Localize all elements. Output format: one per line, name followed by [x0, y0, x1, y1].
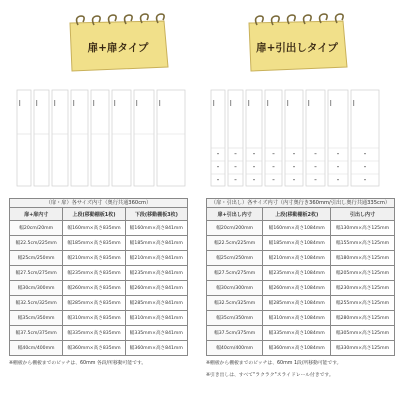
table-cell: 幅210mm×高さ841mm [125, 251, 187, 266]
table-cell: 幅185mm×高さ1084mm [263, 236, 331, 251]
column-header: 引出し内寸 [331, 208, 395, 221]
tag-title-door-drawer: 扉+引出しタイプ [256, 42, 338, 54]
footnote-drawer-rail: ※引き出しは、すべて"ラクラク"スライドレール付きです。 [206, 373, 334, 378]
table-row [10, 251, 188, 266]
table-cell: 幅255mm×高さ125mm [331, 296, 395, 311]
table-cell: 幅260mm×高さ841mm [125, 281, 187, 296]
column-header: 扉+扉内寸 [10, 208, 63, 221]
table-row [10, 326, 188, 341]
table-cell: 幅235mm×高さ1084mm [263, 266, 331, 281]
table-row [10, 236, 188, 251]
table-cell: 幅40cm/400mm [10, 341, 63, 356]
table-row [10, 296, 188, 311]
table-cell: 幅25cm/250mm [10, 251, 63, 266]
size-table-door-drawer [206, 198, 395, 378]
table-cell: 幅260mm×高さ1084mm [263, 281, 331, 296]
table-cell: 幅210mm×高さ1084mm [263, 251, 331, 266]
footnote: ※棚板から棚板までのピッチは、60mm 1段/所移動可能です。 [206, 361, 342, 366]
table-cell: 幅360mm×高さ835mm [63, 341, 125, 356]
table-cell: 幅235mm×高さ835mm [63, 266, 125, 281]
table-cell: 幅310mm×高さ1084mm [263, 311, 331, 326]
table-row [207, 251, 395, 266]
table-cell: 幅310mm×高さ835mm [63, 311, 125, 326]
column-header: 上段(移動棚板1枚) [63, 208, 125, 221]
table-cell: 幅27.5cm/275mm [10, 266, 63, 281]
table-cell: 幅160mm×高さ835mm [63, 221, 125, 236]
table-cell: 幅25cm/250mm [207, 251, 263, 266]
cabinet-image-door-drawer [210, 86, 382, 187]
table-cell: 幅360mm×高さ1084mm [263, 341, 331, 356]
column-header: 下段(移動棚板3枚) [125, 208, 187, 221]
table-header-row [10, 208, 188, 221]
footnote: ※棚板から棚板までのピッチは、60mm 各段/所移動可能です。 [9, 361, 147, 366]
header-tag-right [243, 11, 351, 77]
table-cell: 幅205mm×高さ125mm [331, 266, 395, 281]
table-cell: 幅160mm×高さ1084mm [263, 221, 331, 236]
table-cell: 幅20cm/200mm [207, 221, 263, 236]
table-cell: 幅30cm/300mm [10, 281, 63, 296]
size-table [9, 207, 188, 356]
table-row [207, 311, 395, 326]
table-cell: 幅22.5cm/225mm [10, 236, 63, 251]
table-cell: 幅40cm/400mm [207, 341, 263, 356]
table-cell: 幅330mm×高さ125mm [331, 341, 395, 356]
table-cell: 幅32.5cm/325mm [207, 296, 263, 311]
table-row [10, 221, 188, 236]
table-row [10, 266, 188, 281]
table-row [10, 281, 188, 296]
table-caption: （扉・扉）各サイズ内寸（奥行共通360cm） [9, 198, 188, 207]
table-cell: 幅30cm/300mm [207, 281, 263, 296]
column-header: 扉+引出し内寸 [207, 208, 263, 221]
table-cell: 幅260mm×高さ835mm [63, 281, 125, 296]
size-table-door-door [9, 198, 188, 366]
table-cell: 幅155mm×高さ125mm [331, 236, 395, 251]
table-cell: 幅235mm×高さ841mm [125, 266, 187, 281]
table-cell: 幅285mm×高さ1084mm [263, 296, 331, 311]
table-cell: 幅37.5cm/375mm [10, 326, 63, 341]
table-header-row [207, 208, 395, 221]
table-cell: 幅285mm×高さ835mm [63, 296, 125, 311]
tag-title-door-door: 扉+扉タイプ [87, 42, 149, 54]
table-cell: 幅35cm/350mm [207, 311, 263, 326]
table-cell: 幅335mm×高さ1084mm [263, 326, 331, 341]
table-row [10, 311, 188, 326]
table-cell: 幅360mm×高さ841mm [125, 341, 187, 356]
table-cell: 幅305mm×高さ125mm [331, 326, 395, 341]
table-cell: 幅185mm×高さ841mm [125, 236, 187, 251]
table-cell: 幅27.5cm/275mm [207, 266, 263, 281]
table-cell: 幅20cm/20mm [10, 221, 63, 236]
size-table [206, 207, 395, 356]
table-cell: 幅335mm×高さ835mm [63, 326, 125, 341]
table-cell: 幅280mm×高さ125mm [331, 311, 395, 326]
table-cell: 幅335mm×高さ841mm [125, 326, 187, 341]
table-row [207, 326, 395, 341]
table-cell: 幅285mm×高さ841mm [125, 296, 187, 311]
table-row [10, 341, 188, 356]
table-cell: 幅210mm×高さ835mm [63, 251, 125, 266]
table-row [207, 221, 395, 236]
table-row [207, 281, 395, 296]
table-caption: （扉・引出し）各サイズ内寸（内寸奥行き360mm/引出し奥行共通335cm） [206, 198, 395, 207]
table-cell: 幅35cm/350mm [10, 311, 63, 326]
table-cell: 幅185mm×高さ835mm [63, 236, 125, 251]
table-row [207, 341, 395, 356]
column-header: 上段(移動棚板2枚) [263, 208, 331, 221]
table-cell: 幅130mm×高さ125mm [331, 221, 395, 236]
table-cell: 幅180mm×高さ125mm [331, 251, 395, 266]
header-tag-left [64, 11, 172, 77]
table-cell: 幅230mm×高さ125mm [331, 281, 395, 296]
table-row [207, 236, 395, 251]
table-cell: 幅37.5cm/375mm [207, 326, 263, 341]
table-row [207, 266, 395, 281]
cabinet-image-door-door [16, 86, 188, 187]
table-cell: 幅32.5cm/325mm [10, 296, 63, 311]
table-cell: 幅310mm×高さ841mm [125, 311, 187, 326]
table-cell: 幅160mm×高さ841mm [125, 221, 187, 236]
table-cell: 幅22.5cm/225mm [207, 236, 263, 251]
table-row [207, 296, 395, 311]
